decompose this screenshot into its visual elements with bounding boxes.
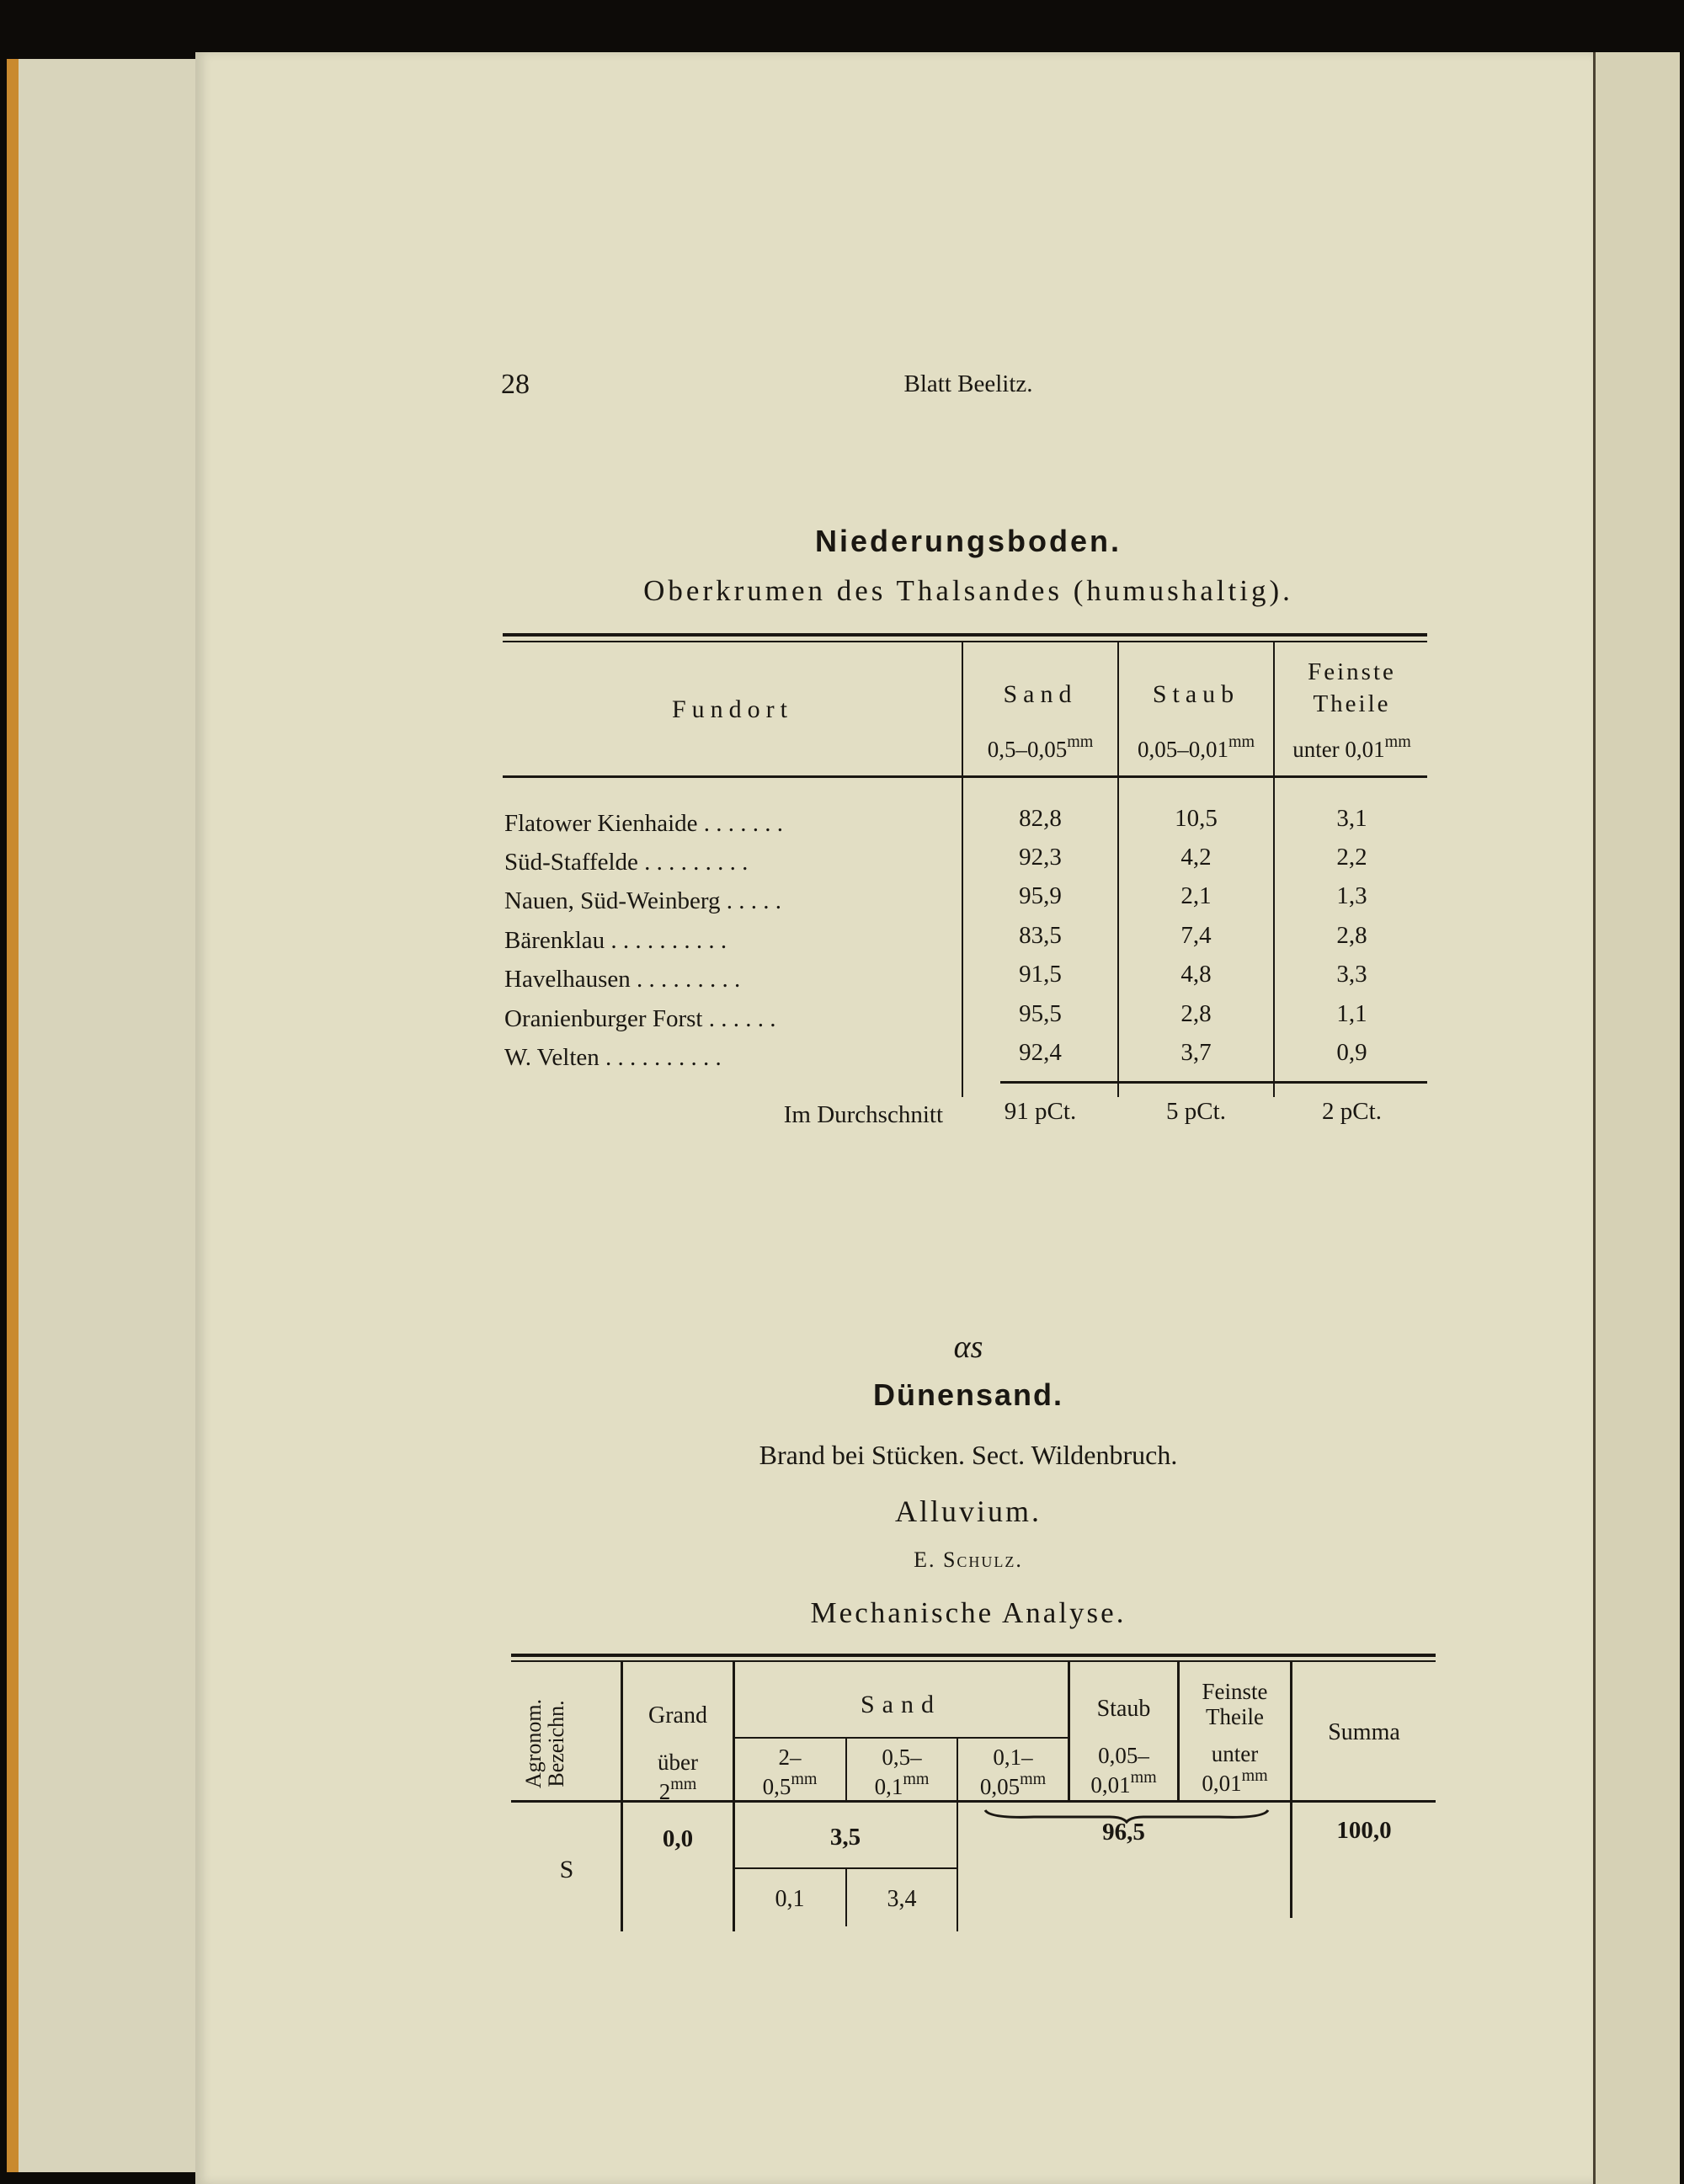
value-sand-a: 0,1 <box>775 1886 805 1912</box>
location: Brand bei Stücken. Sect. Wildenbruch. <box>759 1440 1178 1470</box>
row-label-s: S <box>559 1856 574 1883</box>
row-feinste: 0,9 <box>1336 1039 1367 1066</box>
row-name: Bärenklau . . . . . . . . . . <box>504 927 727 954</box>
row-feinste: 1,3 <box>1336 882 1367 909</box>
header-feinste: Feinste <box>1308 658 1396 685</box>
header-staub-range: $0,05-0,01^{mm}$ <box>1137 732 1255 762</box>
row-feinste: 3,3 <box>1336 961 1367 988</box>
table2-top-rule <box>511 1654 1436 1657</box>
header-agronom: Agronom. Bezeichn. <box>521 1698 568 1789</box>
row-sand: 95,9 <box>1019 882 1062 909</box>
header-staub: Staub <box>1152 680 1240 708</box>
average-feinste: 2 pCt. <box>1322 1098 1382 1125</box>
value-staub-feinste: 96,5 <box>1102 1819 1145 1846</box>
row-feinste: 1,1 <box>1336 1000 1367 1027</box>
section2-title: Dünensand. <box>872 1377 1063 1412</box>
running-head: Blatt Beelitz. <box>903 370 1033 397</box>
header-grand-range: $2^{mm}$ <box>658 1775 697 1804</box>
page-number: 28 <box>501 369 530 400</box>
table1-average-rule <box>1000 1081 1427 1084</box>
formation-symbol: αs <box>953 1329 983 1365</box>
header-grand: Grand <box>648 1702 707 1729</box>
value-grand: 0,0 <box>662 1825 694 1852</box>
value-sand-total: 3,5 <box>829 1824 861 1851</box>
row-staub: 2,8 <box>1180 1000 1212 1027</box>
row-staub: 3,7 <box>1180 1039 1212 1066</box>
row-name: Oranienburger Forst . . . . . . <box>504 1005 776 1032</box>
header-feinste-range: unter $0,01^{mm}$ <box>1292 732 1411 762</box>
header-sand: Sand <box>1003 680 1078 708</box>
table2-top-rule-thin <box>511 1660 1436 1662</box>
row-sand: 82,8 <box>1019 805 1062 832</box>
formation-name: Alluvium. <box>894 1494 1042 1528</box>
section-title: Niederungsboden. <box>814 524 1122 558</box>
header-sand-c: 0,1– <box>993 1745 1033 1770</box>
header-sand-b-range: $0,1^{mm}$ <box>874 1770 930 1799</box>
header-feinste2-range: $0,01^{mm}$ <box>1202 1766 1268 1796</box>
row-sand: 83,5 <box>1019 922 1062 949</box>
average-staub: 5 pCt. <box>1166 1098 1226 1125</box>
table2-sand-subrule <box>734 1737 1068 1739</box>
header-summa: Summa <box>1328 1719 1400 1745</box>
row-name: Havelhausen . . . . . . . . . <box>504 966 741 993</box>
row-name: Süd-Staffelde . . . . . . . . . <box>504 849 749 876</box>
author: E. Schulz. <box>914 1547 1023 1572</box>
left-page <box>19 59 195 2172</box>
row-staub: 4,2 <box>1180 844 1212 871</box>
table1-header-rule <box>503 775 1427 778</box>
header-sand2: Sand <box>861 1691 941 1718</box>
row-feinste: 3,1 <box>1336 805 1367 832</box>
table1-top-rule <box>503 633 1427 637</box>
average-label: Im Durchschnitt <box>783 1101 943 1128</box>
header-sand-range: $0,5-0,05^{mm}$ <box>987 732 1094 762</box>
row-name: Nauen, Süd-Weinberg . . . . . <box>504 887 781 914</box>
row-staub: 10,5 <box>1175 805 1218 832</box>
row-sand: 95,5 <box>1019 1000 1062 1027</box>
header-staub2-b: $0,01^{mm}$ <box>1090 1768 1157 1798</box>
average-sand: 91 pCt. <box>1004 1098 1077 1125</box>
header-fundort: Fundort <box>671 695 793 723</box>
row-feinste: 2,2 <box>1336 844 1367 871</box>
row-name: Flatower Kienhaide . . . . . . . <box>504 810 784 837</box>
header-theile: Theile <box>1313 690 1391 717</box>
header-feinste2: Feinste <box>1202 1679 1268 1704</box>
subtitle: Oberkrumen des Thalsandes (humushaltig). <box>643 574 1293 607</box>
header-unter2: unter <box>1211 1741 1259 1766</box>
header-sand-a-range: $0,5^{mm}$ <box>762 1770 818 1799</box>
value-sand-b: 3,4 <box>887 1886 917 1912</box>
header-grand-sub: über <box>658 1750 698 1775</box>
header-sand-c-range: $0,05^{mm}$ <box>979 1770 1047 1799</box>
row-name: W. Velten . . . . . . . . . . <box>504 1044 722 1071</box>
header-theile2: Theile <box>1206 1704 1264 1729</box>
row-staub: 2,1 <box>1180 882 1212 909</box>
table1-top-rule-thin <box>503 641 1427 642</box>
row-sand: 92,4 <box>1019 1039 1062 1066</box>
row-sand: 92,3 <box>1019 844 1062 871</box>
row-feinste: 2,8 <box>1336 922 1367 949</box>
header-sand-b: 0,5– <box>882 1745 922 1770</box>
header-staub2-a: 0,05– <box>1098 1743 1149 1768</box>
row-staub: 7,4 <box>1180 922 1212 949</box>
row-sand: 91,5 <box>1019 961 1062 988</box>
right-page-edge <box>1593 52 1680 2184</box>
left-page-edge <box>7 59 19 2172</box>
row-staub: 4,8 <box>1180 961 1212 988</box>
header-sand-a: 2– <box>778 1745 802 1770</box>
header-staub2: Staub <box>1096 1696 1151 1722</box>
value-summa: 100,0 <box>1336 1817 1392 1844</box>
analysis-title: Mechanische Analyse. <box>810 1596 1127 1629</box>
